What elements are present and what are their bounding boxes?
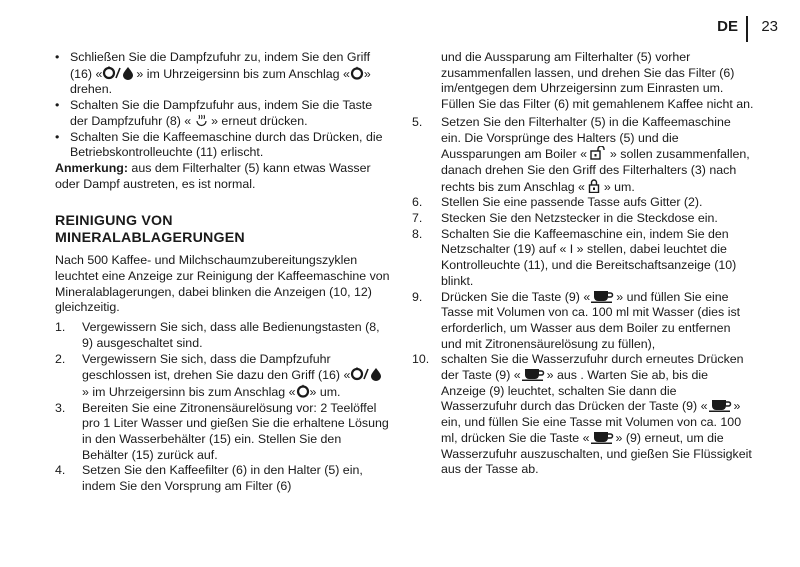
unlock-icon <box>590 146 606 160</box>
knob-icon <box>350 66 364 80</box>
note: Anmerkung: aus dem Filterhalter (5) kann etwas Wasser oder Dampf austreten, es ist normal. <box>55 160 371 191</box>
knob-drop-icon <box>102 66 136 80</box>
step-item: 2. Vergewissern Sie sich, dass die Dampfzufuhr geschlossen ist, drehen Sie dazu den Griff (16) «» im Uhrzeigersinn bis zum Anschlag « » um. <box>55 352 390 401</box>
knob-drop-icon <box>350 367 384 381</box>
step-item: 7. Stecken Sie den Netzstecker in die Steckdose ein. <box>412 211 718 226</box>
lock-icon <box>588 179 600 193</box>
step-item: 1. Vergewissern Sie sich, dass alle Bedienungstasten (8, 9) ausgeschaltet sind. <box>55 320 380 350</box>
cup-icon <box>521 368 547 381</box>
step-item: 4. Setzen Sie den Kaffeefilter (6) in den Halter (5) ein, indem Sie den Vorsprung am Filter (6) <box>55 463 363 494</box>
bullet-item: • Schalten Sie die Dampfzufuhr aus, indem Sie die Taste der Dampfzufuhr (8) « » erneut drücken. <box>55 98 390 129</box>
cup-icon <box>590 290 616 303</box>
header-divider <box>746 16 748 42</box>
bullet-item: • Schließen Sie die Dampfzufuhr zu, indem Sie den Griff (16) « » im Uhrzeigersinn bis zum Anschlag « » drehen. <box>55 50 390 98</box>
step-item: 9. Drücken Sie die Taste (9) « » und füllen Sie eine Tasse mit Volumen von ca. 100 ml mit Wasser (dies ist erforderlich, um Wasser aus dem Boiler zu entfernen und mit Zitronensäurelösung zu füllen), <box>412 289 741 351</box>
section-title: REINIGUNG VON MINERALABLAGERUNGEN <box>55 213 245 247</box>
cup-icon <box>590 431 616 444</box>
step-item: 5. Setzen Sie den Filterhalter (5) in die Kaffeemaschine ein. Die Vorsprünge des Halters (5) und die Aussparungen am Boiler « » sollen zusammenfallen, danach drehen Sie den Griff des Filterhalters (3) nach rechts bis zum Anschlag « » um. <box>412 114 750 194</box>
step-item: 6. Stellen Sie eine passende Tasse aufs Gitter (2). <box>412 195 703 210</box>
cup-icon <box>708 399 734 412</box>
bullet-list <box>55 50 390 161</box>
page-header <box>0 16 800 42</box>
steam-icon <box>195 114 208 127</box>
section-intro: Nach 500 Kaffee- und Milchschaumzubereitungszyklen leuchtet eine Anzeige zur Reinigung der Kaffeemaschine von Mineralablagerungen, dabei blinken die Anzeigen (10, 12) gleichzeitig. <box>55 253 390 315</box>
step-item: 3. Bereiten Sie eine Zitronensäurelösung vor: 2 Teelöffel pro 1 Liter Wasser und gießen Sie die erhaltene Lösung in den Wasserbehälter (15) ein. Stellen Sie den Behälter (15) zurück auf. <box>55 400 389 462</box>
right-column <box>412 50 754 478</box>
step-continuation: und die Aussparung am Filterhalter (5) vorher zusammenfallen lassen, und drehen Sie das Filter (6) im/entgegen dem Uhrzeigersinn zum Einrasten um. Füllen Sie das Filter (6) mit gemahlenem Kaffee nicht an. <box>441 50 754 112</box>
language-code: DE <box>717 18 738 35</box>
knob-icon <box>296 384 310 398</box>
step-item: 8. Schalten Sie die Kaffeemaschine ein, indem Sie den Netzschalter (19) auf « I » stellen, dabei leuchtet die Kontrolleuchte (11), und die Bereitschaftsanzeige (10) blinkt. <box>412 226 737 288</box>
bullet-item: • Schalten Sie die Kaffeemaschine durch das Drücken, die Betriebskontrolleuchte (11) erlischt. <box>55 130 390 161</box>
step-list <box>55 320 390 495</box>
step-list <box>412 115 754 478</box>
step-item: 10. schalten Sie die Wasserzufuhr durch erneutes Drücken der Taste (9) « » aus . Warten Sie ab, bis die Anzeige (9) leuchtet, schalten Sie dann die Wasserzufuhr durch das Drücken der Taste (9) « » ein, und füllen Sie eine Tasse mit Volumen von ca. 100 ml, drücken Sie die Taste « » (9) erneut, um die Wasserzufuhr auszuschalten, und gießen Sie Flüssigkeit aus der Tasse ab. <box>412 352 752 477</box>
page-number: 23 <box>761 18 778 35</box>
left-column <box>55 50 390 495</box>
